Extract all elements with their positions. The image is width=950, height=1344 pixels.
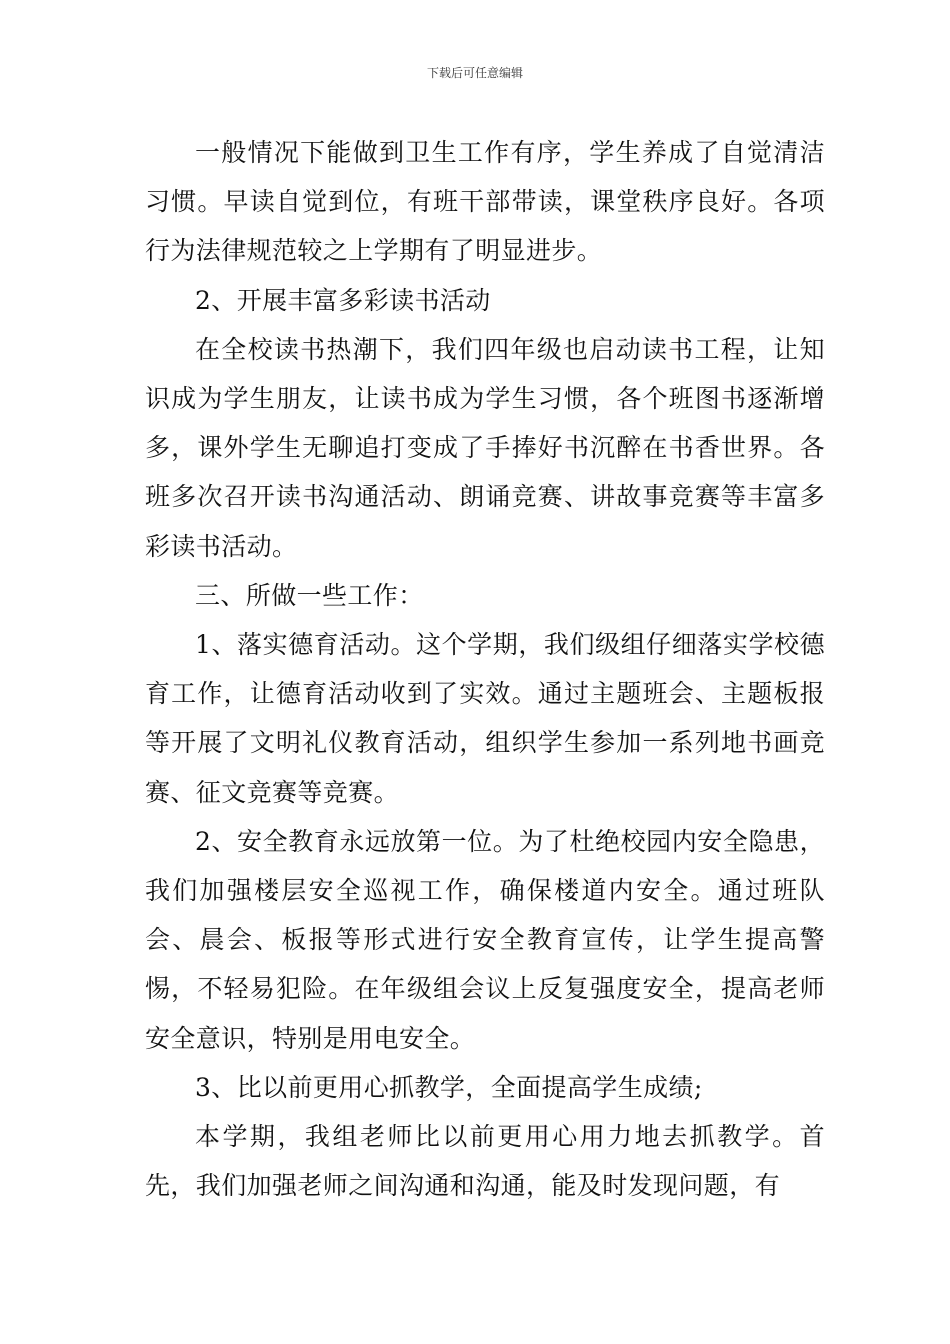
paragraph-safety-education: 2、安全教育永远放第一位。为了杜绝校园内安全隐患，我们加强楼层安全巡视工作，确保楼道内安全。通过班队会、晨会、板报等形式进行安全教育宣传，让学生提高警惕，不轻易犯险。在年级组会议上反复强度安全，提高老师安全意识，特别是用电安全。 <box>145 826 825 1053</box>
heading-work-done: 三、所做一些工作： <box>195 580 424 610</box>
paragraph-moral-education: 1、落实德育活动。这个学期，我们级组仔细落实学校德育工作，让德育活动收到了实效。通过主题班会、主题板报等开展了文明礼仪教育活动，组织学生参加一系列地书画竞赛、征文竞赛等竞赛。 <box>145 630 825 807</box>
document-body <box>145 128 825 1210</box>
heading-teaching: 3、比以前更用心抓教学，全面提高学生成绩; <box>195 1072 703 1102</box>
paragraph-hygiene: 一般情况下能做到卫生工作有序，学生养成了自觉清洁习惯。早读自觉到位，有班干部带读，课堂秩序良好。各项行为法律规范较之上学期有了明显进步。 <box>145 138 825 266</box>
paragraph-teaching: 本学期，我组老师比以前更用心用力地去抓教学。首先，我们加强老师之间沟通和沟通，能及时发现问题，有 <box>145 1122 825 1201</box>
heading-reading-activities: 2、开展丰富多彩读书活动 <box>195 285 491 315</box>
paragraph-reading: 在全校读书热潮下，我们四年级也启动读书工程，让知识成为学生朋友，让读书成为学生习惯，各个班图书逐渐增多，课外学生无聊追打变成了手捧好书沉醉在书香世界。各班多次召开读书沟通活动、朗诵竞赛、讲故事竞赛等丰富多彩读书活动。 <box>145 334 825 561</box>
page-header-watermark: 下载后可任意编辑 <box>426 66 523 80</box>
